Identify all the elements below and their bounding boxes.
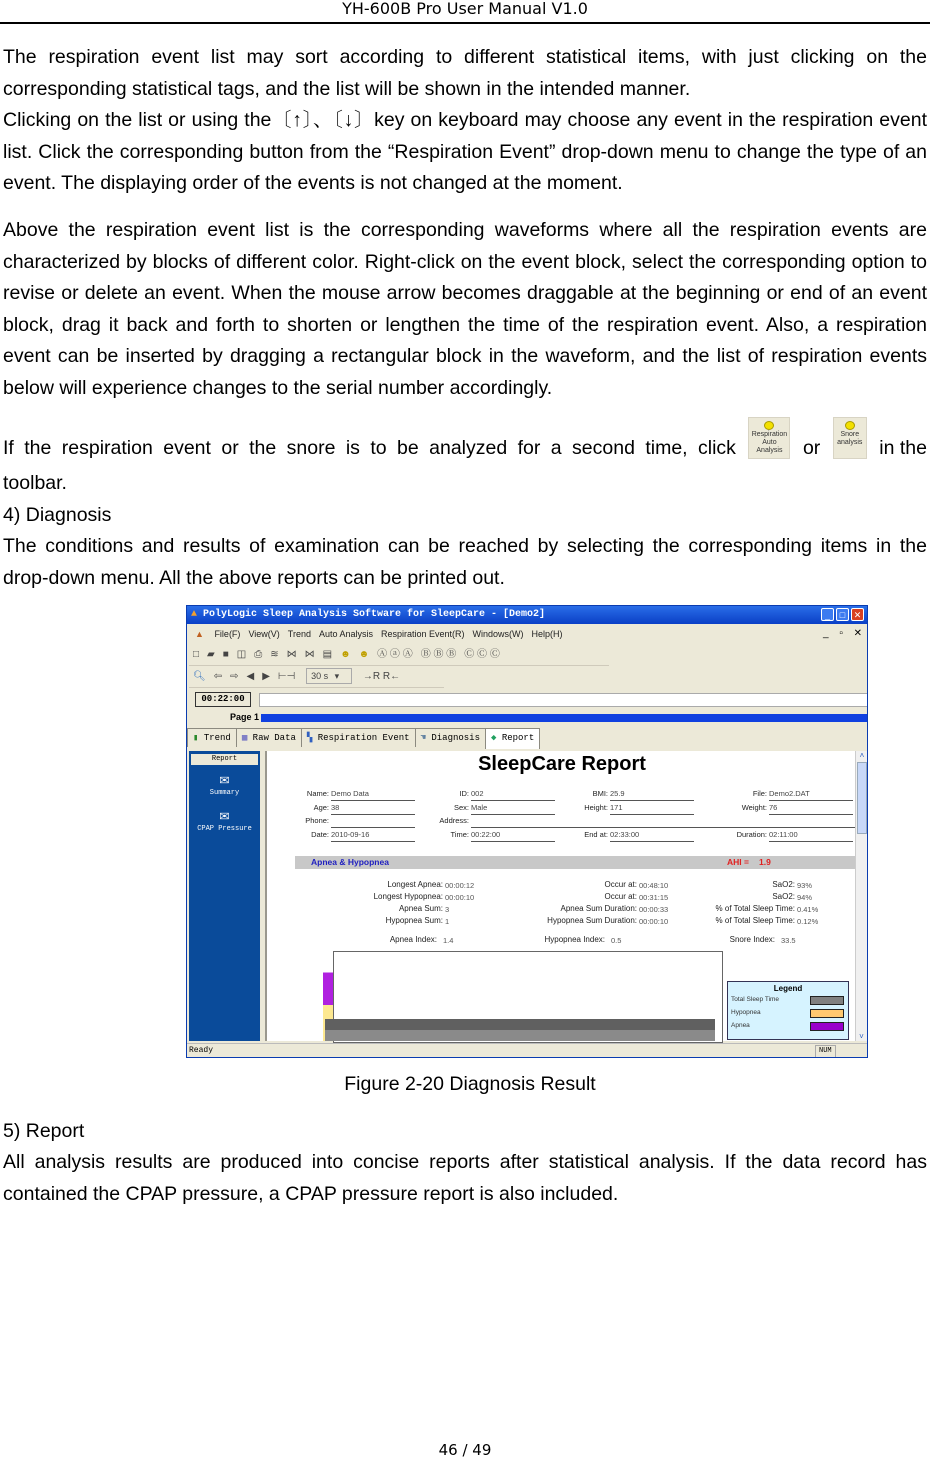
bulb-icon <box>845 421 855 430</box>
field-label: Age: <box>313 803 329 812</box>
menu-respiration-event[interactable]: Respiration Event(R) <box>381 629 465 639</box>
index-label: Snore Index: <box>729 935 775 944</box>
stat-value: 3 <box>445 905 450 914</box>
field-label: Height: <box>584 803 608 812</box>
tab-report[interactable]: ◆ Report <box>485 728 540 749</box>
toolbar-navigation <box>189 666 444 688</box>
field-value: 02:33:00 <box>610 830 694 842</box>
mark-icon[interactable]: →R R← <box>362 671 401 682</box>
field-label: Time: <box>450 830 469 839</box>
report-title: SleepCare Report <box>478 753 646 775</box>
stat-value: 93% <box>797 881 813 890</box>
stat-label: Apnea Sum Duration: <box>560 904 637 913</box>
stat-label: Occur at: <box>604 892 637 901</box>
field-label: Sex: <box>453 803 469 812</box>
forward-icon[interactable]: ⇨ <box>230 671 239 682</box>
stat-value: 00:00:10 <box>445 893 475 902</box>
field-value: 171 <box>610 803 694 815</box>
paragraph: Above the respiration event list is the corresponding waveforms where all the respiration events are characterized by blocks of different color. Right-click on the event block, select the corresponding option to revise or delete an event. When the mouse arrow becomes draggable at the beginning or end of an event block, drag it back and forth to shorten or lengthen the time of the respiration event. Also, a respiration event can be inserted by dragging a rectangular block in the waveform, and the list of respiration events below will experience changes to the serial number accordingly. <box>3 219 927 399</box>
ahi-value: 1.9 <box>759 857 771 867</box>
field-label: Name: <box>306 789 329 798</box>
tab-trend[interactable]: ▮ Trend <box>187 728 237 747</box>
legend-title: Legend <box>773 984 803 993</box>
time-display: 00:22:00 <box>195 692 251 707</box>
text: If the respiration event or the snore is to be analyzed for a second time, click <box>3 437 736 459</box>
page-label: Page 1 <box>229 712 259 722</box>
stat-label: % of Total Sleep Time: <box>715 916 795 925</box>
field-label: Phone: <box>305 816 329 825</box>
title-bar: ▲ PolyLogic Sleep Analysis Software for SleepCare - [Demo2] <box>187 606 868 624</box>
field-label: Date: <box>311 830 329 839</box>
app-icon: ▲ <box>191 609 198 620</box>
field-label: File: <box>752 789 767 798</box>
field-value: Male <box>471 803 555 815</box>
envelope-icon: ✉ <box>219 807 230 825</box>
respiration-auto-analysis-button[interactable]: Respiration Auto Analysis <box>748 417 790 459</box>
report-icon[interactable]: ▤ <box>322 649 333 660</box>
legend-item <box>728 1006 848 1019</box>
field-label: Duration: <box>736 830 767 839</box>
next-page-icon[interactable]: ▶ <box>262 671 270 682</box>
paragraph: The respiration event list may sort according to different statistical items, with just clicking on the corresponding statistical tags, and the list will be shown in the intended manner. <box>3 46 927 100</box>
text: toolbar. <box>3 472 67 494</box>
index-value: 1.4 <box>443 936 454 945</box>
maximize-button[interactable]: □ <box>836 608 849 621</box>
sidebar-header: Report <box>191 754 258 765</box>
section-heading: 5) Report <box>3 1120 85 1142</box>
preview-icon[interactable]: ◫ <box>236 649 247 660</box>
b-icon[interactable]: Ⓑ Ⓑ Ⓑ <box>420 649 457 660</box>
stat-label: SaO2: <box>772 880 795 889</box>
index-label: Hypopnea Index: <box>544 935 605 944</box>
menu-windows[interactable]: Windows(W) <box>472 629 524 639</box>
figure-caption: Figure 2-20 Diagnosis Result <box>344 1073 596 1095</box>
stat-label: Hypopnea Sum Duration: <box>547 916 637 925</box>
field-value: 25.9 <box>610 789 694 801</box>
stat-value: 00:00:12 <box>445 881 475 890</box>
num-lock-indicator: NUM <box>815 1045 836 1058</box>
c-icon[interactable]: Ⓒ Ⓒ Ⓒ <box>464 649 500 660</box>
stat-value: 00:48:10 <box>639 881 669 890</box>
a-icon[interactable]: Ⓐ ⓐ Ⓐ <box>377 649 413 660</box>
legend <box>727 981 849 1040</box>
scroll-down-icon[interactable]: ˅ <box>859 1032 864 1041</box>
open-icon[interactable]: ▰ <box>207 649 215 660</box>
stat-value: 00:00:33 <box>639 905 669 914</box>
new-icon[interactable]: □ <box>193 649 200 660</box>
close-button[interactable]: ✕ <box>851 608 864 621</box>
legend-label: Hypopnea <box>731 1009 761 1016</box>
report-sidebar <box>189 751 260 1041</box>
scroll-thumb[interactable] <box>857 762 867 834</box>
index-value: 0.5 <box>611 936 622 945</box>
field-value: 002 <box>471 789 555 801</box>
stat-value: 00:00:10 <box>639 917 669 926</box>
stat-value: 0.12% <box>797 917 819 926</box>
legend-swatch <box>810 1009 844 1018</box>
section-title: Apnea & Hypopnea <box>311 857 389 867</box>
text: in the <box>879 437 927 459</box>
status-text: Ready <box>189 1046 214 1055</box>
field-value: 38 <box>331 803 415 815</box>
field-value: 02:11:00 <box>769 830 853 842</box>
legend-item <box>728 1019 848 1032</box>
menu-help[interactable]: Help(H) <box>531 629 563 639</box>
field-label: ID: <box>459 789 469 798</box>
field-value <box>471 816 868 828</box>
index-value: 33.5 <box>781 936 796 945</box>
bulb-icon <box>764 421 774 430</box>
stat-label: Hypopnea Sum: <box>385 916 443 925</box>
menu-trend[interactable]: Trend <box>287 629 311 639</box>
text: or <box>802 437 821 459</box>
menu-view[interactable]: View(V) <box>248 629 280 639</box>
index-label: Apnea Index: <box>389 935 437 944</box>
field-label: BMI: <box>592 789 608 798</box>
stat-label: % of Total Sleep Time: <box>715 904 795 913</box>
app-icon: ▲ <box>195 629 204 639</box>
chart-bar-total-sleep <box>325 1019 715 1041</box>
interval-select[interactable]: 30 s ▾ <box>306 668 352 684</box>
stat-label: SaO2: <box>772 892 795 901</box>
field-value: Demo Data <box>331 789 415 801</box>
field-label: End at: <box>584 830 608 839</box>
stat-value: 1 <box>445 917 450 926</box>
status-bar <box>187 1043 868 1058</box>
legend-swatch <box>810 1022 844 1031</box>
respiration-analysis-icon[interactable]: ☻ <box>340 649 351 660</box>
time-slider[interactable] <box>259 693 868 707</box>
paragraph: Clicking on the list or using the〔↑〕、〔↓〕key on keyboard may choose any event in the respiration event list. Click the corresponding button from the “Respiration Event” drop-down menu to change the type of an event. The displaying order of the events is not changed at the moment. <box>3 109 927 195</box>
legend-label: Apnea <box>731 1022 750 1029</box>
hx-icon[interactable]: ⋈ <box>286 649 297 660</box>
tab-respiration-event[interactable]: ▚ Respiration Event <box>301 728 416 747</box>
page-header: YH-600B Pro User Manual V1.0 <box>342 0 588 18</box>
diagnosis-screenshot <box>186 605 868 1058</box>
section-heading: 4) Diagnosis <box>3 504 112 526</box>
stat-value: 0.41% <box>797 905 819 914</box>
snore-analysis-icon[interactable]: ☻ <box>358 649 370 660</box>
save-icon[interactable]: ■ <box>222 649 229 660</box>
stat-value: 94% <box>797 893 813 902</box>
report-view <box>265 751 857 1041</box>
expand-icon[interactable]: ⊢⊣ <box>277 671 296 682</box>
tab-bar <box>187 728 539 748</box>
rx-icon[interactable]: ⋈ <box>304 649 315 660</box>
sidebar-item-summary[interactable]: ✉ Summary <box>189 771 260 797</box>
ahi-label: AHI = <box>727 857 749 867</box>
legend-label: Total Sleep Time <box>731 996 780 1003</box>
stat-value: 00:31:15 <box>639 893 669 902</box>
zoom-icon[interactable]: 🔍︎ <box>193 671 206 682</box>
field-value: 2010-09-16 <box>331 830 415 842</box>
menu-bar <box>187 624 868 644</box>
paragraph: All analysis results are produced into concise reports after statistical analysis. If the data record has contained the CPAP pressure, a CPAP pressure report is also included. <box>3 1151 927 1205</box>
sidebar-item-cpap-pressure[interactable]: ✉ CPAP Pressure <box>189 807 260 833</box>
stat-label: Longest Hypopnea: <box>373 892 443 901</box>
envelope-icon: ✉ <box>219 771 230 789</box>
minimize-button[interactable]: _ <box>821 608 834 621</box>
header-divider <box>0 22 930 24</box>
field-value: 76 <box>769 803 853 815</box>
tab-raw-data[interactable]: ▦ Raw Data <box>236 728 302 747</box>
paragraph: The conditions and results of examination can be reached by selecting the corresponding items in the drop-down menu. All the above reports can be printed out. <box>3 535 927 589</box>
stat-label: Occur at: <box>604 880 637 889</box>
stat-label: Apnea Sum: <box>398 904 443 913</box>
scroll-up-icon[interactable]: ˄ <box>859 751 865 760</box>
field-label: Address: <box>439 816 469 825</box>
menu-auto-analysis[interactable]: Auto Analysis <box>318 629 373 639</box>
field-value <box>331 816 415 828</box>
toolbar-main <box>189 644 609 666</box>
section-band <box>295 856 855 869</box>
field-value: Demo2.DAT <box>769 789 853 801</box>
field-value: 00:22:00 <box>471 830 555 842</box>
paragraph-line <box>3 431 927 460</box>
field-label: Weight: <box>741 803 767 812</box>
page-progress-bar[interactable] <box>261 714 868 722</box>
stat-label: Longest Apnea: <box>387 880 443 889</box>
sleep-stage-icon[interactable]: ≋ <box>270 649 279 660</box>
back-icon[interactable]: ⇦ <box>213 671 223 682</box>
legend-swatch <box>810 996 844 1005</box>
print-icon[interactable]: ⎙ <box>254 649 263 660</box>
tab-diagnosis[interactable]: ☚ Diagnosis <box>415 728 486 747</box>
vertical-scrollbar[interactable] <box>855 751 868 1041</box>
prev-page-icon[interactable]: ◀ <box>246 671 255 682</box>
menu-file[interactable]: File(F) <box>214 629 241 639</box>
legend-item <box>728 993 848 1006</box>
page-number: 46 / 49 <box>438 1441 492 1459</box>
mdi-controls[interactable]: _ ▫ ✕ <box>823 628 867 639</box>
snore-analysis-button[interactable]: Snore analysis <box>833 417 867 459</box>
